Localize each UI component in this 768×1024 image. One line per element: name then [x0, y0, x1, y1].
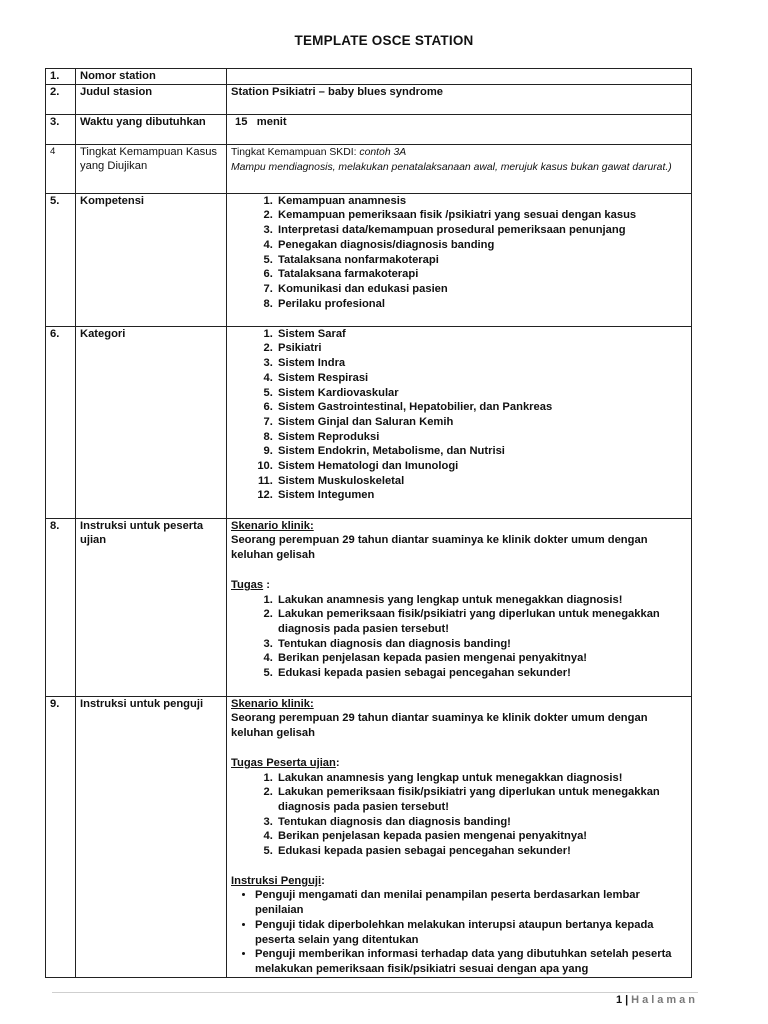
- table-row-6: [46, 326, 692, 518]
- table-row-1: [46, 69, 692, 85]
- table-row-3: [46, 114, 692, 144]
- list-item: 2. Lakukan pemeriksaan fisik/psikiatri yang diperlukan untuk menegakkan diagnosis pada pasien tersebut!: [276, 785, 687, 814]
- row-number: 5.: [46, 193, 76, 326]
- examiner-list: [231, 888, 687, 976]
- row-content: Station Psikiatri – baby blues syndrome: [227, 84, 692, 114]
- row-label: Nomor station: [76, 69, 227, 85]
- row-label: Waktu yang dibutuhkan: [76, 114, 227, 144]
- list-item: 3. Tentukan diagnosis dan diagnosis banding!: [276, 815, 687, 830]
- tasks-title: Tugas Peserta ujian: [231, 756, 336, 769]
- tasks-heading: [231, 578, 687, 593]
- row-number: 1.: [46, 69, 76, 85]
- list-item: • Penguji tidak diperbolehkan melakukan interupsi ataupun bertanya kepada peserta selain yang ditentukan: [255, 918, 687, 947]
- table-row-2: [46, 84, 692, 114]
- skdi-example: contoh 3A: [359, 146, 407, 158]
- list-item: • Penguji mengamati dan menilai penampilan peserta berdasarkan lembar penilaian: [255, 888, 687, 917]
- examiner-suffix: :: [321, 874, 325, 887]
- list-item: 2. Psikiatri: [276, 341, 687, 356]
- list-item: 7. Sistem Ginjal dan Saluran Kemih: [276, 415, 687, 430]
- list-item: 4. Penegakan diagnosis/diagnosis banding: [276, 238, 687, 253]
- list-item: 11. Sistem Muskuloskeletal: [276, 474, 687, 489]
- table-row-8: [46, 518, 692, 696]
- list-item: 6. Tatalaksana farmakoterapi: [276, 267, 687, 282]
- row-content: 15 menit: [227, 114, 692, 144]
- list-item: 3. Interpretasi data/kemampuan prosedural pemeriksaan penunjang: [276, 223, 687, 238]
- footer-separator: |: [625, 994, 629, 1006]
- list-item: 1. Sistem Saraf: [276, 327, 687, 342]
- row-number: 8.: [46, 518, 76, 696]
- scenario-title: Skenario klinik:: [231, 697, 314, 710]
- list-item: 10. Sistem Hematologi dan Imunologi: [276, 459, 687, 474]
- row-label: Tingkat Kemampuan Kasus yang Diujikan: [76, 144, 227, 193]
- table-row-4: [46, 144, 692, 193]
- list-item: 4. Berikan penjelasan kepada pasien mengenai penyakitnya!: [276, 651, 687, 666]
- page-footer: [616, 994, 698, 1006]
- osce-table: [45, 68, 692, 978]
- list-item: 7. Komunikasi dan edukasi pasien: [276, 282, 687, 297]
- scenario-text: Seorang perempuan 29 tahun diantar suaminya ke klinik dokter umum dengan keluhan gelisah: [231, 712, 648, 740]
- examiner-heading: [231, 874, 687, 889]
- list-item: 2. Kemampuan pemeriksaan fisik /psikiatri yang sesuai dengan kasus: [276, 208, 687, 223]
- list-item: 1. Lakukan anamnesis yang lengkap untuk menegakkan diagnosis!: [276, 771, 687, 786]
- list-item: 4. Berikan penjelasan kepada pasien mengenai penyakitnya!: [276, 829, 687, 844]
- table-row-5: [46, 193, 692, 326]
- skdi-label: Tingkat Kemampuan SKDI:: [231, 146, 357, 158]
- row-number: 4: [46, 144, 76, 193]
- tasks-suffix: :: [335, 756, 340, 769]
- table-row-9: [46, 696, 692, 977]
- examiner-title: Instruksi Penguji: [231, 874, 322, 887]
- page-label: Halaman: [631, 994, 698, 1006]
- scenario-title: Skenario klinik:: [231, 519, 314, 532]
- row-content: [227, 193, 692, 326]
- task-list: [231, 593, 687, 681]
- list-item: 3. Tentukan diagnosis dan diagnosis banding!: [276, 637, 687, 652]
- list-item: 4. Sistem Respirasi: [276, 371, 687, 386]
- list-item: 12. Sistem Integumen: [276, 488, 687, 503]
- list-item: 1. Lakukan anamnesis yang lengkap untuk menegakkan diagnosis!: [276, 593, 687, 608]
- list-item: 5. Sistem Kardiovaskular: [276, 386, 687, 401]
- row-content: [227, 696, 692, 977]
- row-number: 6.: [46, 326, 76, 518]
- list-item: 5. Edukasi kepada pasien sebagai pencegahan sekunder!: [276, 844, 687, 859]
- row-content: [227, 518, 692, 696]
- tasks-heading: [231, 756, 687, 771]
- footer-divider: [52, 992, 698, 993]
- list-item: 6. Sistem Gastrointestinal, Hepatobilier, dan Pankreas: [276, 400, 687, 415]
- list-item: 5. Tatalaksana nonfarmakoterapi: [276, 253, 687, 268]
- row-label: Judul stasion: [76, 84, 227, 114]
- page-number: 1: [615, 994, 623, 1006]
- row-label: Kompetensi: [76, 193, 227, 326]
- competency-list: [231, 194, 687, 312]
- row-content: [227, 326, 692, 518]
- row-label: Instruksi untuk peserta ujian: [76, 518, 227, 696]
- scenario-text: Seorang perempuan 29 tahun diantar suaminya ke klinik dokter umum dengan keluhan gelisah: [231, 534, 648, 562]
- tasks-title: Tugas: [231, 578, 264, 591]
- list-item: 9. Sistem Endokrin, Metabolisme, dan Nutrisi: [276, 444, 687, 459]
- list-item: 2. Lakukan pemeriksaan fisik/psikiatri yang diperlukan untuk menegakkan diagnosis pada pasien tersebut!: [276, 607, 687, 636]
- row-number: 9.: [46, 696, 76, 977]
- row-content: [227, 144, 692, 193]
- tasks-suffix: :: [263, 578, 270, 591]
- row-number: 2.: [46, 84, 76, 114]
- task-list: [231, 771, 687, 859]
- row-label: Instruksi untuk penguji: [76, 696, 227, 977]
- list-item: 1. Kemampuan anamnesis: [276, 194, 687, 209]
- list-item: 8. Perilaku profesional: [276, 297, 687, 312]
- row-number: 3.: [46, 114, 76, 144]
- list-item: • Penguji memberikan informasi terhadap data yang dibutuhkan setelah peserta melakukan pemeriksaan fisik/psikiatri sesuai dengan apa yang: [255, 947, 687, 976]
- row-label: Kategori: [76, 326, 227, 518]
- list-item: 8. Sistem Reproduksi: [276, 430, 687, 445]
- row-content: [227, 69, 692, 85]
- list-item: 5. Edukasi kepada pasien sebagai pencegahan sekunder!: [276, 666, 687, 681]
- skdi-note: Mampu mendiagnosis, melakukan penatalaksanaan awal, merujuk kasus bukan gawat darurat.): [231, 161, 672, 173]
- category-list: [231, 327, 687, 503]
- list-item: 3. Sistem Indra: [276, 356, 687, 371]
- document-title: TEMPLATE OSCE STATION: [294, 33, 474, 48]
